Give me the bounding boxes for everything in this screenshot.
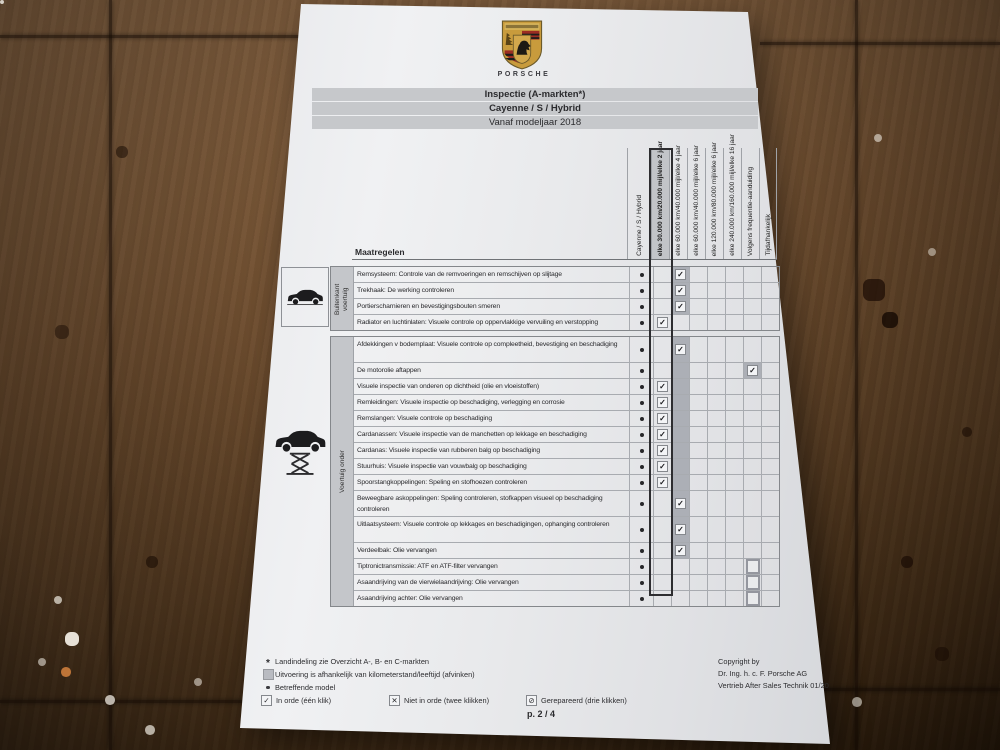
cell-60000km-4jaar [671, 395, 689, 410]
check-icon: ✓ [657, 445, 668, 456]
legend-note [261, 681, 627, 694]
model-dot-icon [640, 321, 644, 325]
cell-60000km-4jaar [671, 443, 689, 458]
cell-tijdafhankelijk [761, 517, 779, 542]
cell-tijdafhankelijk [761, 283, 779, 298]
table-row [354, 298, 779, 314]
cell-30000km-2jaar [653, 337, 671, 362]
cell-240000km-16jaar [725, 559, 743, 574]
cell-30000km-2jaar [653, 575, 671, 590]
model-dot-icon [640, 273, 644, 277]
table-row [354, 558, 779, 574]
cell-model-dot [629, 517, 653, 542]
cell-model-dot [629, 363, 653, 378]
cell-60000km-4jaar [671, 475, 689, 490]
cell-30000km-2jaar [653, 379, 671, 394]
cell-60000km-4jaar [671, 517, 689, 542]
cell-tijdafhankelijk [761, 591, 779, 606]
cell-240000km-16jaar [725, 443, 743, 458]
porsche-crest-logo [499, 20, 545, 75]
column-header-label: Volgens frequentie-aanduiding [747, 166, 754, 256]
cell-frequentie [743, 337, 761, 362]
check-icon: ✓ [675, 301, 686, 312]
row-description: De motorolie aftappen [357, 367, 421, 374]
cell-120000km-6jaar [707, 475, 725, 490]
cell-120000km-6jaar [707, 543, 725, 558]
cell-frequentie [743, 267, 761, 282]
cell-240000km-16jaar [725, 591, 743, 606]
copyright-line: Copyright by [718, 657, 760, 666]
cell-60000km-4jaar [671, 543, 689, 558]
cell-model-dot [629, 559, 653, 574]
check-icon: ✓ [657, 429, 668, 440]
cell-model-dot [629, 395, 653, 410]
cell-60000km-6jaar [689, 337, 707, 362]
model-dot-icon [640, 565, 644, 569]
cell-60000km-6jaar [689, 315, 707, 330]
table-row [354, 574, 779, 590]
legend-state [526, 695, 627, 706]
column-headers [627, 134, 777, 259]
empty-tick-box-icon [746, 575, 760, 590]
model-dot-icon [640, 581, 644, 585]
cell-30000km-2jaar [653, 491, 671, 516]
cell-120000km-6jaar [707, 315, 725, 330]
cell-model-dot [629, 475, 653, 490]
cell-120000km-6jaar [707, 363, 725, 378]
porsche-wordmark: PORSCHE [497, 71, 551, 78]
cell-frequentie [743, 591, 761, 606]
row-description: Asaandrijving van de vierwielaandrijving: Olie vervangen [357, 579, 519, 586]
cell-60000km-4jaar [671, 575, 689, 590]
cell-30000km-2jaar [653, 517, 671, 542]
cell-30000km-2jaar [653, 299, 671, 314]
model-dot-icon [640, 401, 644, 405]
column-header-60000km-4jaar [669, 145, 687, 259]
table-row [354, 314, 779, 330]
model-dot-icon [640, 465, 644, 469]
legend-notes [261, 655, 627, 694]
model-dot-icon [640, 528, 644, 532]
section-icon-box [271, 424, 329, 480]
cell-240000km-16jaar [725, 363, 743, 378]
cell-60000km-6jaar [689, 475, 707, 490]
check-icon: ✓ [657, 477, 668, 488]
cell-120000km-6jaar [707, 459, 725, 474]
row-description: Remsysteem: Controle van de remvoeringen en remschijven op slijtage [357, 271, 562, 278]
table-row [354, 426, 779, 442]
cell-tijdafhankelijk [761, 379, 779, 394]
row-description: Afdekkingen v bodemplaat: Visuele controle op compleetheid, bevestiging en beschadiging [357, 341, 618, 348]
row-description: Portierscharnieren en bevestigingsbouten smeren [357, 303, 500, 310]
cell-60000km-6jaar [689, 283, 707, 298]
cell-model-dot [629, 575, 653, 590]
cell-tijdafhankelijk [761, 299, 779, 314]
cell-model-dot [629, 427, 653, 442]
section-onder [330, 336, 780, 607]
cross-box-icon: ✕ [389, 695, 400, 706]
cell-tijdafhankelijk [761, 315, 779, 330]
table-row [354, 362, 779, 378]
cell-frequentie [743, 559, 761, 574]
row-description: Remslangen: Visuele controle op beschadiging [357, 415, 492, 422]
document-subtitle-year: Vanaf modeljaar 2018 [312, 116, 758, 129]
car-on-lift-icon [273, 426, 327, 478]
cell-60000km-6jaar [689, 517, 707, 542]
legend-note [261, 668, 627, 681]
section-rows-onder [354, 337, 779, 606]
cell-tijdafhankelijk [761, 575, 779, 590]
cell-120000km-6jaar [707, 267, 725, 282]
cell-60000km-6jaar [689, 395, 707, 410]
cell-240000km-16jaar [725, 411, 743, 426]
legend-state [261, 695, 389, 706]
cell-tijdafhankelijk [761, 411, 779, 426]
column-header-label: elke 60.000 km/40.000 mijl/elke 4 jaar [675, 145, 682, 256]
section-buitenkant [330, 266, 780, 331]
row-description: Trekhaak: De werking controleren [357, 287, 454, 294]
cell-240000km-16jaar [725, 395, 743, 410]
row-description: Uitlaatsysteem: Visuele controle op lekkages en beschadigingen, ophanging controleren [357, 521, 610, 528]
cell-frequentie [743, 315, 761, 330]
cell-60000km-4jaar [671, 379, 689, 394]
row-description: Remleidingen: Visuele inspectie op beschadiging, verlegging en corrosie [357, 399, 565, 406]
cell-30000km-2jaar [653, 395, 671, 410]
table-row [354, 282, 779, 298]
cell-120000km-6jaar [707, 299, 725, 314]
cell-model-dot [629, 543, 653, 558]
column-header-label: elke 120.000 km/80.000 mijl/elke 6 jaar [711, 141, 718, 256]
cell-frequentie [743, 459, 761, 474]
cell-60000km-6jaar [689, 427, 707, 442]
legend-state-text: Niet in orde (twee klikken) [404, 696, 490, 705]
cell-model-dot [629, 411, 653, 426]
column-header-tijdafhankelijk [759, 148, 777, 259]
legend-state-text: In orde (één klik) [276, 696, 332, 705]
row-description: Beweegbare askoppelingen: Speling controleren, stofkappen visueel op beschadiging controleren [357, 495, 603, 513]
section-label-onder: Voertuig onder [331, 337, 354, 606]
section-rows-buitenkant [354, 267, 779, 330]
cell-frequentie [743, 543, 761, 558]
section-icon-box [281, 267, 329, 327]
cell-frequentie [743, 283, 761, 298]
cell-frequentie [743, 363, 761, 378]
table-row [354, 267, 779, 282]
model-dot-icon [640, 502, 644, 506]
legend-state-text: Gerepareerd (drie klikken) [541, 696, 627, 705]
cell-120000km-6jaar [707, 395, 725, 410]
model-dot-icon [640, 385, 644, 389]
legend-note [261, 655, 627, 668]
cell-240000km-16jaar [725, 337, 743, 362]
cell-tijdafhankelijk [761, 427, 779, 442]
copyright-block [718, 656, 829, 692]
cell-60000km-4jaar [671, 267, 689, 282]
column-header-label: elke 30.000 km/20.000 mijl/elke 2 jaar [657, 140, 664, 256]
cell-60000km-6jaar [689, 443, 707, 458]
cell-60000km-6jaar [689, 591, 707, 606]
cell-240000km-16jaar [725, 543, 743, 558]
table-row [354, 410, 779, 426]
cell-tijdafhankelijk [761, 475, 779, 490]
cell-30000km-2jaar [653, 267, 671, 282]
cell-60000km-4jaar [671, 411, 689, 426]
cell-240000km-16jaar [725, 283, 743, 298]
cell-240000km-16jaar [725, 575, 743, 590]
cell-model-dot [629, 491, 653, 516]
cell-60000km-6jaar [689, 267, 707, 282]
column-header-label: elke 60.000 km/40.000 mijl/elke 6 jaar [693, 145, 700, 256]
check-icon: ✓ [657, 381, 668, 392]
measures-header: Maatregelen [355, 247, 405, 257]
cell-tijdafhankelijk [761, 267, 779, 282]
model-dot-icon [640, 305, 644, 309]
row-description: Cardanassen: Visuele inspectie van de manchetten op lekkage en beschadiging [357, 431, 587, 438]
column-header-frequentie [741, 148, 759, 259]
check-icon: ✓ [675, 285, 686, 296]
cell-60000km-6jaar [689, 363, 707, 378]
cell-120000km-6jaar [707, 283, 725, 298]
cell-60000km-6jaar [689, 543, 707, 558]
cell-60000km-4jaar [671, 315, 689, 330]
check-icon: ✓ [657, 413, 668, 424]
model-dot-icon [640, 348, 644, 352]
table-row [354, 490, 779, 516]
column-header-label: elke 240.000 km/160.000 mijl/elke 16 jaar [729, 134, 736, 256]
row-description: Spoorstangkoppelingen: Speling en stofhoezen controleren [357, 479, 527, 486]
document-subtitle-model: Cayenne / S / Hybrid [312, 102, 758, 115]
model-dot-icon [640, 433, 644, 437]
gray-box-icon [261, 669, 275, 680]
row-description: Cardanas: Visuele inspectie van rubberen balg op beschadiging [357, 447, 541, 454]
cell-60000km-4jaar [671, 363, 689, 378]
cell-60000km-4jaar [671, 337, 689, 362]
check-icon: ✓ [675, 498, 686, 509]
copyright-line: Vertrieb After Sales Technik 01/20 [718, 681, 829, 690]
column-header-120000km-6jaar [705, 141, 723, 259]
empty-tick-box-icon [746, 591, 760, 606]
check-icon: ✓ [675, 524, 686, 535]
row-description: Stuurhuis: Visuele inspectie van vouwbalg op beschadiging [357, 463, 527, 470]
cell-60000km-4jaar [671, 491, 689, 516]
table-row [354, 542, 779, 558]
cell-240000km-16jaar [725, 379, 743, 394]
cell-model-dot [629, 267, 653, 282]
cell-30000km-2jaar [653, 315, 671, 330]
cell-240000km-16jaar [725, 475, 743, 490]
cell-frequentie [743, 411, 761, 426]
section-label-buitenkant: Buitenkant voertuig [331, 267, 354, 330]
cell-120000km-6jaar [707, 517, 725, 542]
asterisk-icon [261, 657, 275, 667]
check-icon: ✓ [675, 269, 686, 280]
cell-model-dot [629, 283, 653, 298]
cell-30000km-2jaar [653, 559, 671, 574]
cell-30000km-2jaar [653, 363, 671, 378]
cell-30000km-2jaar [653, 411, 671, 426]
cell-60000km-6jaar [689, 459, 707, 474]
cell-120000km-6jaar [707, 443, 725, 458]
cell-model-dot [629, 591, 653, 606]
cell-60000km-4jaar [671, 591, 689, 606]
cell-frequentie [743, 491, 761, 516]
table-row [354, 458, 779, 474]
cell-60000km-6jaar [689, 299, 707, 314]
header-underline [352, 259, 777, 260]
cell-60000km-6jaar [689, 575, 707, 590]
legend-note-text: Landindeling zie Overzicht A-, B- en C-markten [275, 657, 430, 666]
cell-120000km-6jaar [707, 337, 725, 362]
row-description: Radiator en luchtinlaten: Visuele controle op oppervlakkige vervuiling en verstopping [357, 319, 599, 326]
cell-tijdafhankelijk [761, 337, 779, 362]
cell-model-dot [629, 315, 653, 330]
cell-tijdafhankelijk [761, 443, 779, 458]
legend-states [261, 695, 627, 706]
column-header-60000km-6jaar [687, 145, 705, 259]
cell-model-dot [629, 379, 653, 394]
car-side-icon [286, 288, 324, 306]
cell-tijdafhankelijk [761, 559, 779, 574]
check-box-icon: ✓ [261, 695, 272, 706]
model-dot-icon [266, 686, 270, 690]
model-dot-icon [261, 686, 275, 690]
check-icon: ✓ [657, 397, 668, 408]
row-description: Asaandrijving achter: Olie vervangen [357, 595, 463, 602]
cell-60000km-6jaar [689, 411, 707, 426]
cell-model-dot [629, 337, 653, 362]
asterisk-icon: * [266, 657, 270, 669]
cell-60000km-4jaar [671, 427, 689, 442]
repaired-box-icon: ⊘ [526, 695, 537, 706]
copyright-line: Dr. Ing. h. c. F. Porsche AG [718, 669, 808, 678]
table-row [354, 378, 779, 394]
cell-tijdafhankelijk [761, 543, 779, 558]
row-description: Verdeelbak: Olie vervangen [357, 547, 437, 554]
cell-frequentie [743, 517, 761, 542]
cell-30000km-2jaar [653, 543, 671, 558]
cell-30000km-2jaar [653, 283, 671, 298]
column-header-label: Tijdafhankelijk [764, 214, 772, 256]
cell-120000km-6jaar [707, 591, 725, 606]
legend-note-text: Betreffende model [275, 683, 336, 692]
cell-60000km-4jaar [671, 559, 689, 574]
model-dot-icon [640, 481, 644, 485]
cell-240000km-16jaar [725, 517, 743, 542]
model-dot-icon [640, 369, 644, 373]
column-header-cayenne-s-hybrid [627, 148, 651, 259]
cell-model-dot [629, 299, 653, 314]
cell-120000km-6jaar [707, 427, 725, 442]
cell-240000km-16jaar [725, 491, 743, 516]
cell-30000km-2jaar [653, 443, 671, 458]
page-number: p. 2 / 4 [527, 709, 556, 719]
cell-frequentie [743, 427, 761, 442]
column-header-30000km-2jaar [651, 140, 669, 259]
cell-240000km-16jaar [725, 459, 743, 474]
cell-240000km-16jaar [725, 315, 743, 330]
cell-240000km-16jaar [725, 299, 743, 314]
cell-120000km-6jaar [707, 559, 725, 574]
column-header-240000km-16jaar [723, 134, 741, 259]
cell-frequentie [743, 299, 761, 314]
table-row [354, 516, 779, 542]
model-dot-icon [640, 449, 644, 453]
model-dot-icon [640, 417, 644, 421]
check-icon: ✓ [657, 317, 668, 328]
check-icon: ✓ [657, 461, 668, 472]
cell-30000km-2jaar [653, 459, 671, 474]
cell-60000km-4jaar [671, 299, 689, 314]
cell-30000km-2jaar [653, 475, 671, 490]
cell-60000km-6jaar [689, 559, 707, 574]
column-header-label: Cayenne / S / Hybrid [636, 195, 643, 256]
model-dot-icon [640, 597, 644, 601]
cell-60000km-4jaar [671, 283, 689, 298]
cell-tijdafhankelijk [761, 459, 779, 474]
cell-30000km-2jaar [653, 427, 671, 442]
cell-tijdafhankelijk [761, 395, 779, 410]
cell-frequentie [743, 475, 761, 490]
table-row [354, 590, 779, 606]
cell-tijdafhankelijk [761, 491, 779, 516]
cell-60000km-6jaar [689, 379, 707, 394]
legend [261, 655, 627, 706]
cell-frequentie [743, 575, 761, 590]
table-row [354, 337, 779, 362]
cell-240000km-16jaar [725, 267, 743, 282]
table-row [354, 442, 779, 458]
document-title: Inspectie (A-markten*) [312, 88, 758, 101]
cell-frequentie [743, 395, 761, 410]
check-icon: ✓ [675, 344, 686, 355]
table-row [354, 394, 779, 410]
cell-60000km-6jaar [689, 491, 707, 516]
cell-model-dot [629, 443, 653, 458]
empty-tick-box-icon [746, 559, 760, 574]
cell-model-dot [629, 459, 653, 474]
legend-state [389, 695, 526, 706]
cell-frequentie [743, 379, 761, 394]
gray-box-icon [263, 669, 274, 680]
cell-120000km-6jaar [707, 575, 725, 590]
model-dot-icon [640, 289, 644, 293]
cell-120000km-6jaar [707, 379, 725, 394]
cell-frequentie [743, 443, 761, 458]
model-dot-icon [640, 549, 644, 553]
cell-240000km-16jaar [725, 427, 743, 442]
legend-note-text: Uitvoering is afhankelijk van kilometerstand/leeftijd (afvinken) [275, 670, 475, 679]
check-icon: ✓ [747, 365, 758, 376]
cell-30000km-2jaar [653, 591, 671, 606]
cell-120000km-6jaar [707, 491, 725, 516]
cell-60000km-4jaar [671, 459, 689, 474]
cell-120000km-6jaar [707, 411, 725, 426]
row-description: Visuele inspectie van onderen op dichtheid (olie en vloeistoffen) [357, 383, 539, 390]
check-icon: ✓ [675, 545, 686, 556]
row-description: Tiptronictransmissie: ATF en ATF-filter vervangen [357, 563, 498, 570]
table-row [354, 474, 779, 490]
cell-tijdafhankelijk [761, 363, 779, 378]
